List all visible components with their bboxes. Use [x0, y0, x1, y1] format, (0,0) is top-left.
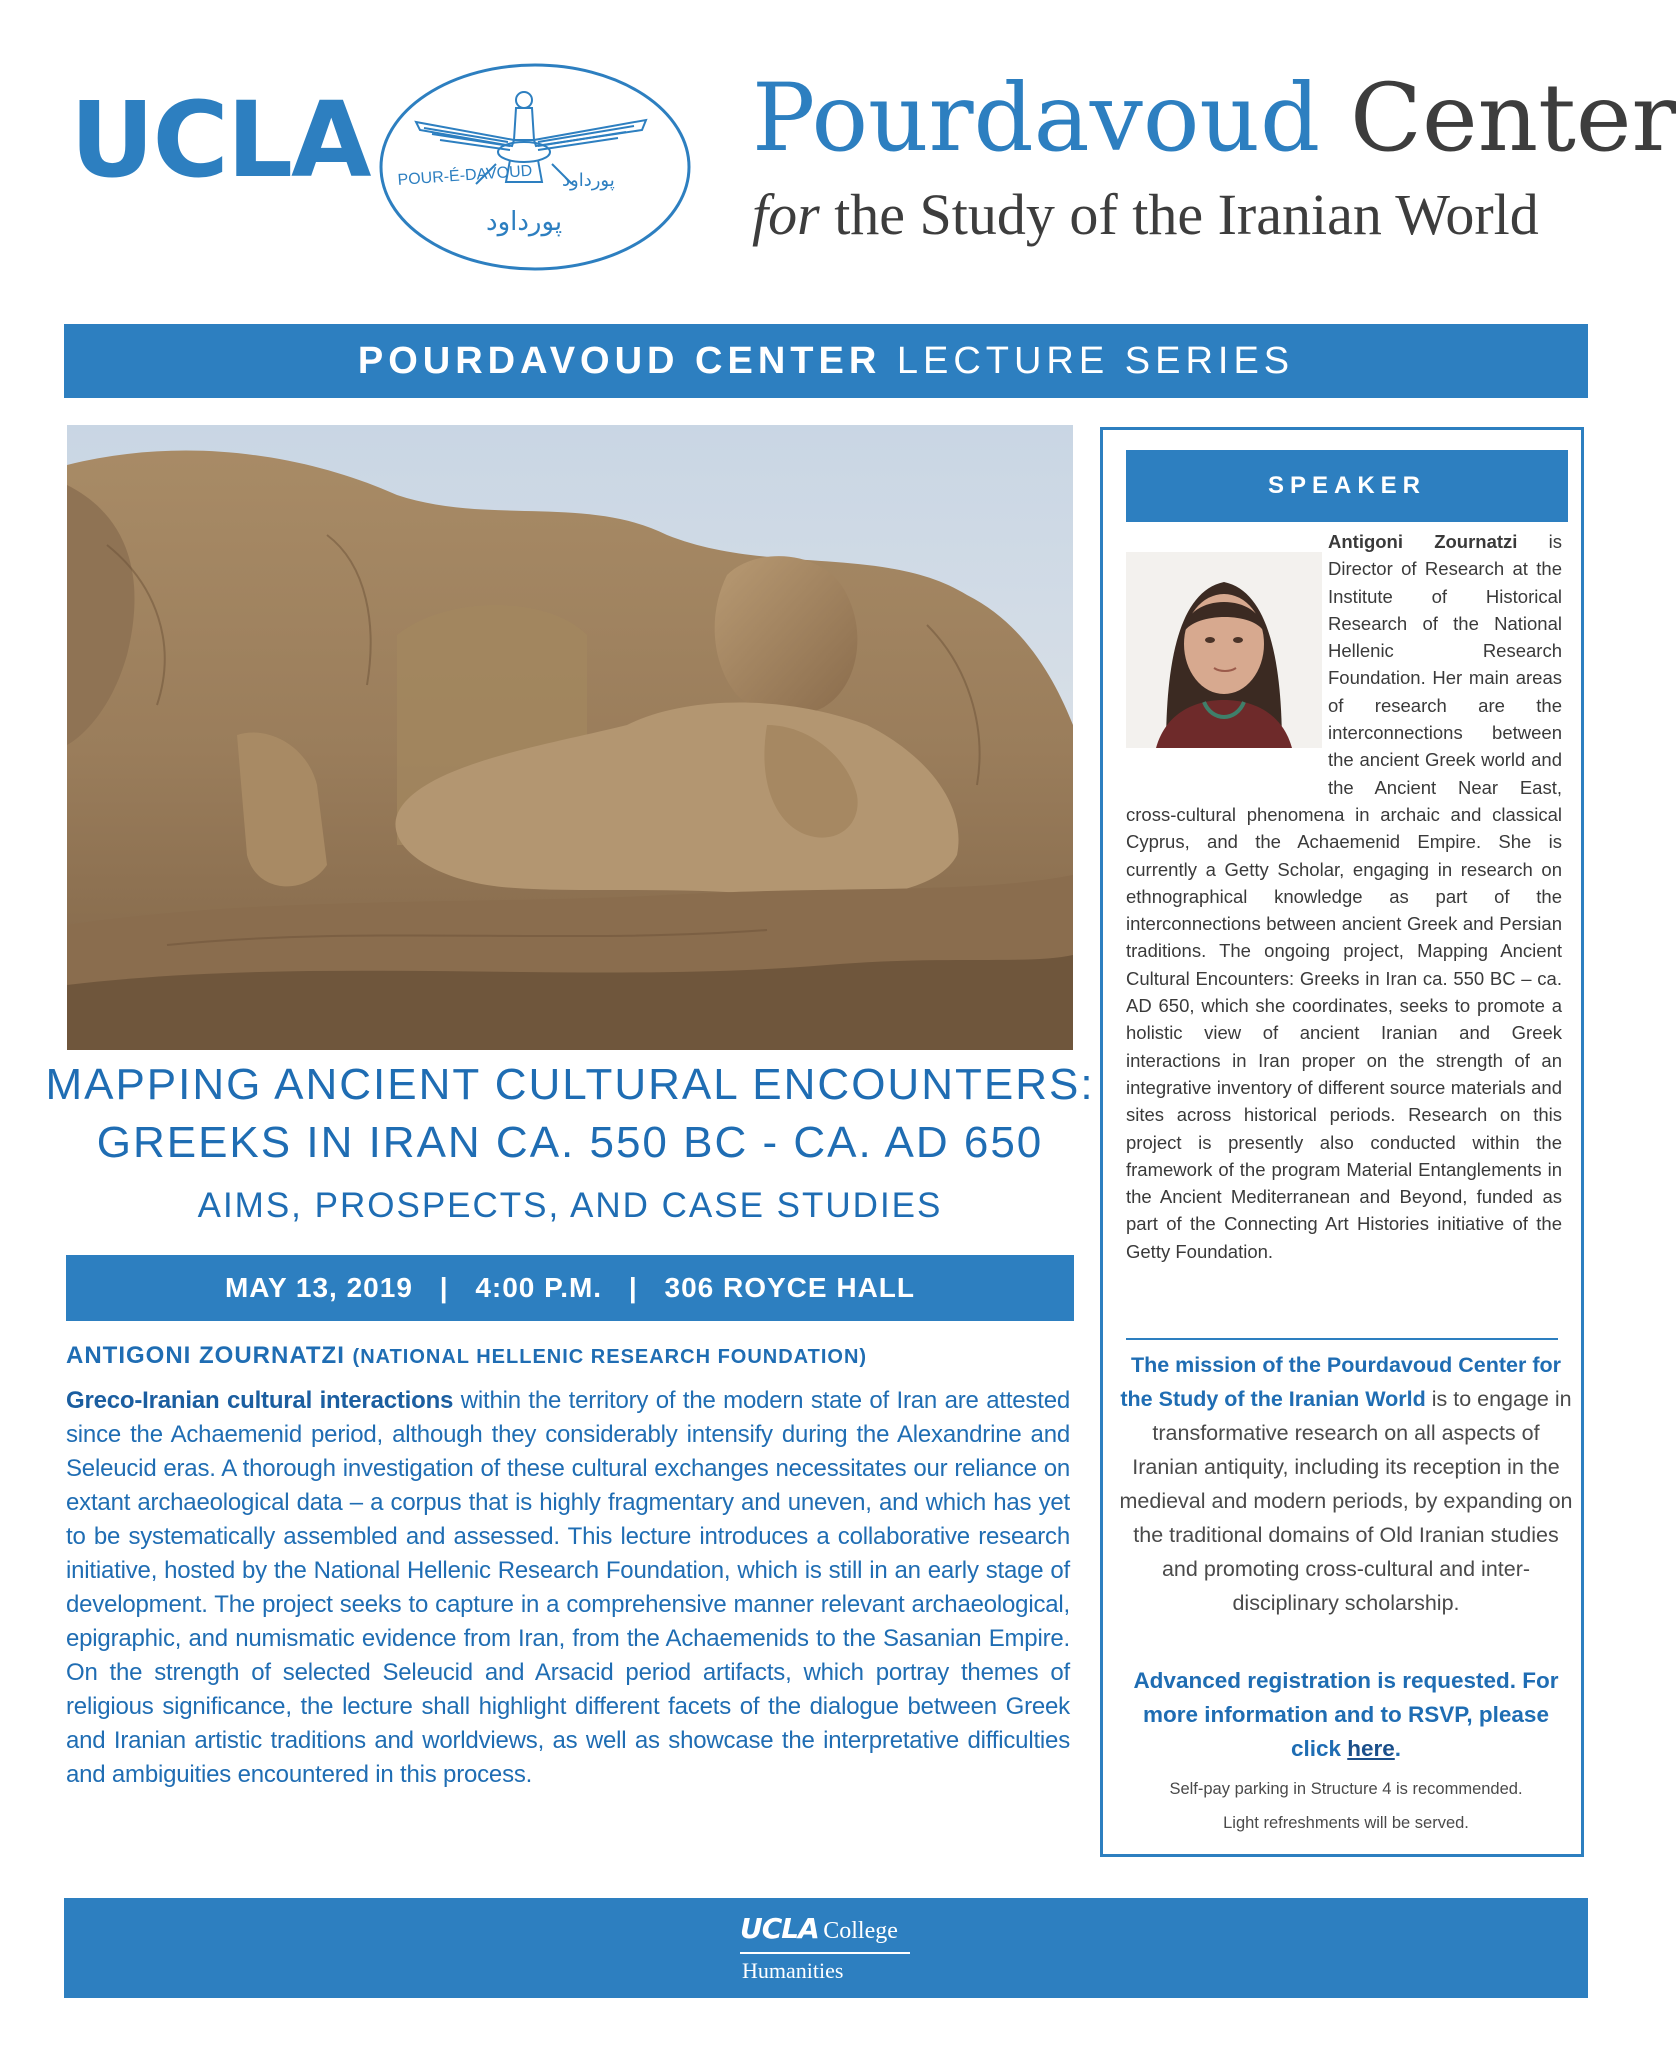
seal-latin-text: POUR-É-DAVOUD — [397, 162, 533, 189]
svg-text:پورداود: پورداود — [486, 207, 563, 237]
footer-college: College — [823, 1918, 898, 1944]
center-title-center: Center — [1350, 64, 1676, 173]
register-text: Advanced registration is requested. For more information and to RSVP, please click — [1133, 1668, 1559, 1761]
speaker-affiliation: (NATIONAL HELLENIC RESEARCH FOUNDATION) — [352, 1346, 868, 1368]
speaker-name: ANTIGONI ZOURNATZI — [66, 1342, 345, 1369]
speaker-heading: SPEAKER — [1126, 450, 1568, 522]
register-end: . — [1394, 1736, 1402, 1761]
center-subtitle-for: for — [752, 182, 820, 247]
lecture-abstract — [66, 1384, 1070, 1792]
separator: | — [628, 1272, 638, 1303]
event-date: MAY 13, 2019 — [224, 1272, 413, 1303]
event-time: 4:00 P.M. — [475, 1272, 603, 1303]
lecture-series-banner — [64, 324, 1588, 398]
event-location: 306 ROYCE HALL — [664, 1272, 915, 1303]
footer-ucla: UCLA — [740, 1912, 819, 1945]
center-title-pourdavoud: Pourdavoud — [752, 64, 1321, 173]
event-date-bar — [66, 1255, 1074, 1321]
mission-statement — [1118, 1348, 1574, 1620]
banner-light-text: LECTURE SERIES — [896, 340, 1295, 382]
seal-persian-text: پورداود — [562, 170, 615, 191]
mission-highlight: The mission of the Pourdavoud Center for the Study of the Iranian World — [1120, 1353, 1562, 1411]
parking-note: Self-pay parking in Structure 4 is recommended. — [1169, 1780, 1523, 1798]
event-subtitle: AIMS, PROSPECTS, AND CASE STUDIES — [197, 1186, 943, 1225]
footer-humanities: Humanities — [742, 1958, 844, 1983]
ucla-logo: UCLA — [70, 79, 370, 201]
separator: | — [439, 1272, 449, 1303]
abstract-lead: Greco-Iranian cultural interactions — [66, 1387, 454, 1414]
bio-name: Antigoni Zournatzi — [1328, 531, 1518, 552]
logistics-notes — [1118, 1772, 1574, 1840]
speaker-portrait — [1126, 552, 1322, 748]
ucla-college-logo — [740, 1912, 898, 1983]
refreshments-note: Light refreshments will be served. — [1223, 1814, 1469, 1832]
center-subtitle-rest: the Study of the Iranian World — [834, 182, 1539, 247]
rock-relief-photo — [67, 425, 1073, 1050]
abstract-body: within the territory of the modern state of Iran are attested since the Achaemenid period, although they considerably intensify during the Alexandrine and Seleucid eras. A thorough investigation of these cultural exchanges necessitates our reliance on extant archaeological data – a corpus that is highly fragmentary and uneven, and which has yet to be systematically assembled and assessed. This lecture introduces a collaborative research initiative, hosted by the National Hellenic Research Foundation, which is still in an early stage of development. The project seeks to capture in a comprehensive manner relevant archaeological, epigraphic, and numismatic evidence from Iran, from the Achaemenids to the Sasanian Empire. On the strength of selected Seleucid and Arsacid period artifacts, which portray themes of religious significance, the lecture shall highlight different facets of the dialogue between Greek and Iranian artistic traditions and worldviews, as well as showcase the interpretative difficulties and ambiguities encountered in this process. — [66, 1387, 1070, 1788]
speaker-line — [66, 1342, 867, 1370]
registration-info — [1118, 1664, 1574, 1766]
bio-text: is Director of Research at the Institute of Historical Research of the National Hellenic Research Foundation. Her main areas of research are the interconnections between the ancient Greek world and the Ancient Near East, cross-cultural phenomena in archaic and classical Cyprus, and the Achaemenid Empire. She is currently a Getty Scholar, engaging in research on ethnographical knowledge as part of the interconnections between ancient Greek and Persian traditions. The ongoing project, Mapping Ancient Cultural Encounters: Greeks in Iran ca. 550 BC – ca. AD 650, which she coordinates, seeks to promote a holistic view of ancient Iranian and Greek interactions in Iran proper on the strength of an integrative inventory of different source materials and sites across historical periods. Research on this project is presently also conducted within the framework of the program Material Entanglements in the Ancient Mediterranean and Beyond, funded as part of the Connecting Art Histories initiative of the Getty Foundation. — [1126, 531, 1563, 1262]
mission-text: is to engage in transformative research on all aspects of Iranian antiquity, including its reception in the medieval and modern periods, by expanding on the traditional domains of Old Iranian studies and promoting cross-cultural and inter-disciplinary scholarship. — [1119, 1387, 1573, 1615]
banner-bold-text: POURDAVOUD CENTER — [357, 340, 882, 382]
center-subtitle — [752, 182, 1539, 247]
rsvp-link[interactable]: here — [1347, 1736, 1395, 1761]
center-title — [752, 64, 1676, 173]
pourdavoud-seal-logo — [376, 60, 694, 275]
event-title-line1: MAPPING ANCIENT CULTURAL ENCOUNTERS: — [45, 1060, 1095, 1109]
panel-divider — [1126, 1338, 1558, 1340]
event-title-line2: GREEKS IN IRAN CA. 550 BC - CA. AD 650 — [96, 1118, 1044, 1167]
